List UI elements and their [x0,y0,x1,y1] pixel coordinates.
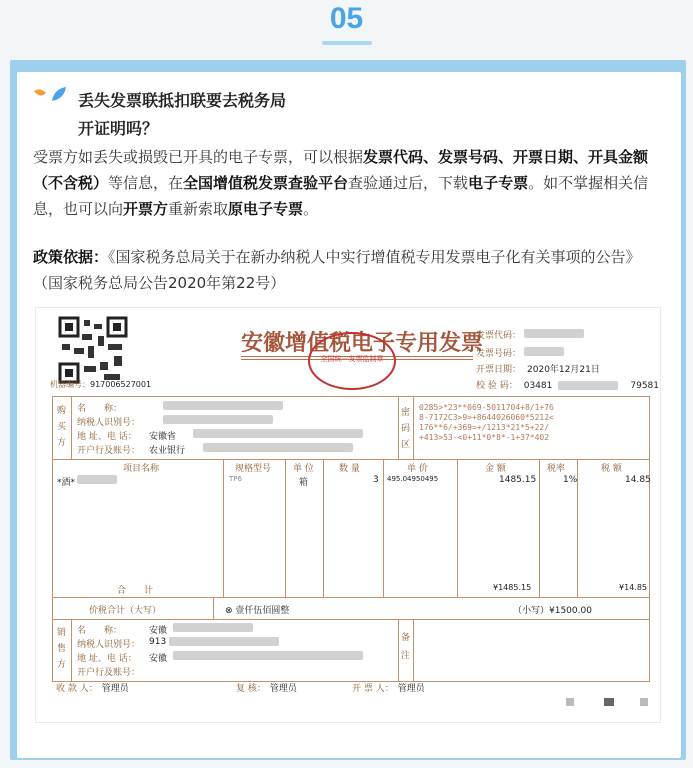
watermark-mark [604,698,614,706]
total-tax: ¥14.85 [619,583,647,592]
buyer-taxid-redacted [163,415,273,424]
answer-paragraph: 受票方如丢失或损毁已开具的电子专票，可以根据发票代码、发票号码、开票日期、开具金额（不含税）等信息，在全国增值税发票查验平台查验通过后，下载电子专票。如不掌握相关信息，也可以向开票方重新索取原电子专票。 [33,148,649,218]
buyer-name-redacted [163,401,283,410]
seller-name-label: 名 称： [77,626,123,636]
seller-taxid-label: 纳税人识别号： [77,640,141,650]
remark-label: 备注 [401,633,411,661]
item-qty: 3 [373,475,379,485]
total-amount: ¥1485.15 [493,583,532,592]
buyer-bank-label: 开户行及账号： [77,446,141,456]
buyer-bank-value: 农业银行 [149,446,186,456]
col-tax-rate: 税率 [547,464,566,474]
invoice-check-code: 校 验 码： 03481 79581 [476,381,660,391]
seller-side-label: 销售方 [57,628,67,670]
buyer-name-label: 名 称： [77,404,123,414]
invoice-code-redacted [524,329,584,338]
seller-name-redacted [173,623,253,632]
payee: 收 款 人： 管理员 [56,684,129,694]
section-number: 05 [329,2,364,35]
col-item-name: 项目名称 [123,464,160,474]
item-name-redacted [77,475,117,484]
item-unit: 箱 [299,478,309,488]
item-amount: 1485.15 [499,475,537,485]
seller-address-label: 地 址、电 话： [77,654,137,664]
invoice-table [52,396,650,682]
question-title-line2: 开证明吗？ [78,119,159,138]
reviewer: 复 核： 管理员 [236,684,297,694]
invoice-number-redacted [524,347,564,356]
invoice-stamp: 全国统一发票监制章 [308,332,396,390]
item-tax-rate: 1% [563,475,578,485]
seller-name-value: 安徽 [149,626,168,636]
total-small: （小写）¥1500.00 [513,606,592,616]
col-price: 单 价 [407,464,428,474]
buyer-bank-redacted [203,443,353,452]
qr-code-icon [58,316,128,384]
policy-label: 政策依据： [33,248,109,266]
seller-address-redacted [173,651,363,660]
watermark-mark [640,698,648,706]
invoice-code: 发票代码： [476,331,522,341]
col-unit: 单 位 [293,464,314,474]
password-area-label: 密码区 [401,408,411,450]
col-spec: 规格型号 [235,464,272,474]
invoice-image [35,307,661,723]
buyer-taxid-label: 纳税人识别号： [77,418,141,428]
buyer-address-redacted [193,429,363,438]
item-tax-amount: 14.85 [625,475,651,485]
col-qty: 数 量 [339,464,360,474]
total-in-words: ⊗ 壹仟伍佰圆整 [225,606,290,616]
machine-number: 机器编号：917006527001 [50,380,152,389]
total-in-words-label: 价税合计（大写） [89,606,162,616]
drawer: 开 票 人： 管理员 [352,684,425,694]
seller-taxid-redacted [169,637,279,646]
item-spec: TP6 [229,475,242,483]
watermark-mark [566,698,574,706]
policy-basis [33,244,663,296]
buyer-address-value: 安徽省 [149,432,177,442]
buyer-address-label: 地 址、电 话： [77,432,137,442]
invoice-number: 发票号码： [476,349,522,359]
leaf-icon [32,85,68,105]
seller-bank-label: 开户行及账号： [77,668,141,678]
section-number-underline [322,41,372,45]
invoice-title: 安徽增值税电子专用发票 [241,331,484,356]
col-amount: 金 额 [485,464,506,474]
col-tax-amount: 税 额 [601,464,622,474]
cipher-text: 0285>*23**069-5011704+8/1+76 8-7172C3>9>+8644026060*5212< 176**6/+369=+/1213*21*5+22/ +413>53-<0+11*0*8*-1+37*402 [419,403,554,442]
item-name: *酒* [57,478,76,488]
seller-taxid-value: 913 [149,637,167,647]
invoice-date: 开票日期： 2020年12月21日 [476,365,600,375]
question-title-line1: 丢失发票联抵扣联要去税务局 [78,91,287,110]
item-price: 495.04950495 [387,475,439,483]
seller-address-value: 安徽 [149,654,168,664]
total-label: 合 计 [117,586,154,596]
buyer-side-label: 购买方 [57,406,67,448]
policy-text: 《国家税务总局关于在新办纳税人中实行增值税专用发票电子化有关事项的公告》（国家税务总局公告2020年第22号） [33,248,641,292]
